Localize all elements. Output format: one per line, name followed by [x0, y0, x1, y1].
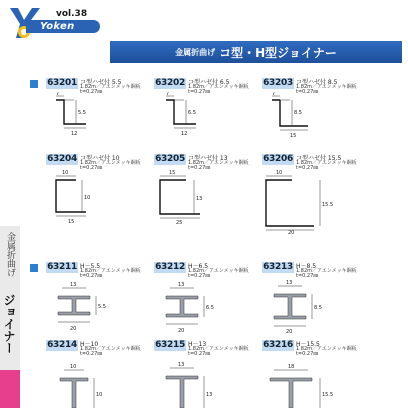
product-thickness: t=0.27㎜ — [296, 351, 319, 357]
product-thickness: t=0.27㎜ — [80, 351, 103, 357]
section-marker-icon — [30, 264, 38, 272]
product-name: H－10 — [80, 341, 99, 348]
dim-bottom: 20 — [70, 326, 77, 332]
dim-bottom: 20 — [286, 329, 293, 334]
profile-drawing — [262, 354, 370, 408]
product-spec: 1.82m／アエンメッキ鋼板 — [296, 160, 357, 166]
product-thickness: t=0.27㎜ — [188, 89, 211, 95]
dim-side: 10 — [96, 392, 103, 398]
dim-side: 15.5 — [322, 202, 334, 208]
dim-bottom: 25 — [176, 220, 183, 224]
side-category-label: 金属折曲げ — [5, 232, 15, 277]
dim-bottom: 20 — [288, 230, 295, 234]
volume-label: vol.38 — [56, 9, 88, 19]
product-spec: 1.82m／アエンメッキ鋼板 — [296, 346, 357, 352]
dim-bottom: 12 — [181, 131, 188, 137]
product-name: コ型ハゼ付 8.5 — [296, 79, 338, 86]
product-spec: 1.82m／アエンメッキ鋼板 — [188, 160, 249, 166]
product-spec: 1.82m／アエンメッキ鋼板 — [188, 346, 249, 352]
product-spec: 1.82m／アエンメッキ鋼板 — [80, 84, 141, 90]
dim-top: 10 — [276, 170, 283, 176]
dim-top: 13 — [178, 362, 185, 368]
profile-drawing — [154, 168, 262, 224]
profile-drawing — [262, 92, 370, 138]
dim-top: 13 — [286, 280, 293, 286]
brand-logo — [4, 6, 100, 40]
dim-bottom: 12 — [71, 131, 78, 137]
product-name: コ型ハゼ付 10 — [80, 155, 120, 162]
product-thickness: t=0.27㎜ — [188, 273, 211, 279]
dim-top: 18 — [288, 364, 295, 370]
product-thickness: t=0.27㎜ — [296, 89, 319, 95]
dim-side: 6.5 — [206, 305, 214, 311]
title-prefix: 金属折曲げ — [175, 47, 216, 57]
dim-side: 15.5 — [322, 392, 334, 398]
product-code: 63211 — [47, 262, 77, 272]
dim-bottom: 15 — [68, 219, 75, 224]
page-title-bar — [110, 41, 402, 63]
dim-side: 10 — [84, 195, 91, 201]
product-name: H－5.5 — [80, 263, 101, 270]
dim-side: 13 — [206, 392, 213, 398]
dim-top: 15 — [169, 170, 176, 176]
product-spec: 1.82m／アエンメッキ鋼板 — [80, 160, 141, 166]
profile-drawing — [262, 276, 370, 334]
product-name: H－15.5 — [296, 341, 320, 348]
dim-top: 10 — [70, 364, 77, 370]
dim-side: 8.5 — [314, 305, 322, 311]
product-spec: 1.82m／アエンメッキ鋼板 — [188, 84, 249, 90]
product-code: 63206 — [263, 154, 293, 164]
product-thickness: t=0.27㎜ — [188, 165, 211, 171]
product-spec: 1.82m／アエンメッキ鋼板 — [80, 346, 141, 352]
profile-drawing — [154, 92, 262, 138]
product-thickness: t=0.27㎜ — [80, 165, 103, 171]
profile-drawing — [154, 354, 262, 408]
product-code: 63202 — [155, 78, 185, 88]
side-accent-tab — [0, 370, 20, 408]
dim-side: 8.5 — [294, 110, 302, 116]
product-spec: 1.82m／アエンメッキ鋼板 — [296, 268, 357, 274]
profile-drawing — [262, 168, 370, 234]
product-thickness: t=0.27㎜ — [296, 165, 319, 171]
dim-bottom: 15 — [290, 133, 297, 138]
product-name: コ型ハゼ付 15.5 — [296, 155, 342, 162]
profile-drawing — [154, 276, 262, 334]
side-section-label: ジョイナー — [2, 294, 16, 354]
product-thickness: t=0.27㎜ — [80, 89, 103, 95]
dim-top: 10 — [62, 170, 69, 176]
profile-drawing — [46, 168, 154, 224]
product-code: 63201 — [47, 78, 77, 88]
product-name: H－6.5 — [188, 263, 209, 270]
product-code: 63205 — [155, 154, 185, 164]
product-name: コ型ハゼ付 5.5 — [80, 79, 122, 86]
profile-drawing — [46, 354, 154, 408]
dim-top: 7 — [166, 92, 170, 97]
profile-drawing — [46, 92, 154, 138]
brand-name: Yoken — [26, 20, 100, 33]
dim-top: 7 — [272, 92, 276, 97]
dim-bottom: 20 — [178, 328, 185, 334]
section-marker-icon — [30, 80, 38, 88]
product-code: 63212 — [155, 262, 185, 272]
product-spec: 1.82m／アエンメッキ鋼板 — [296, 84, 357, 90]
dim-top: 13 — [178, 282, 185, 288]
product-thickness: t=0.27㎜ — [80, 273, 103, 279]
product-name: H－13 — [188, 341, 207, 348]
product-name: コ型ハゼ付 6.5 — [188, 79, 230, 86]
product-code: 63216 — [263, 340, 293, 350]
page-title: コ型・H型ジョイナー — [219, 45, 337, 60]
dim-side: 13 — [196, 196, 203, 202]
profile-drawing — [46, 276, 154, 334]
dim-top: 13 — [70, 282, 77, 288]
product-name: コ型ハゼ付 13 — [188, 155, 228, 162]
product-code: 63203 — [263, 78, 293, 88]
product-thickness: t=0.27㎜ — [296, 273, 319, 279]
product-thickness: t=0.27㎜ — [188, 351, 211, 357]
product-code: 63214 — [47, 340, 77, 350]
product-code: 63213 — [263, 262, 293, 272]
dim-side: 6.5 — [188, 110, 196, 116]
dim-side: 5.5 — [78, 110, 86, 116]
product-code: 63204 — [47, 154, 77, 164]
product-spec: 1.82m／アエンメッキ鋼板 — [188, 268, 249, 274]
product-name: H－8.5 — [296, 263, 317, 270]
dim-side: 5.5 — [98, 304, 106, 310]
product-code: 63215 — [155, 340, 185, 350]
product-spec: 1.82m／アエンメッキ鋼板 — [80, 268, 141, 274]
dim-top: 7 — [56, 92, 60, 97]
